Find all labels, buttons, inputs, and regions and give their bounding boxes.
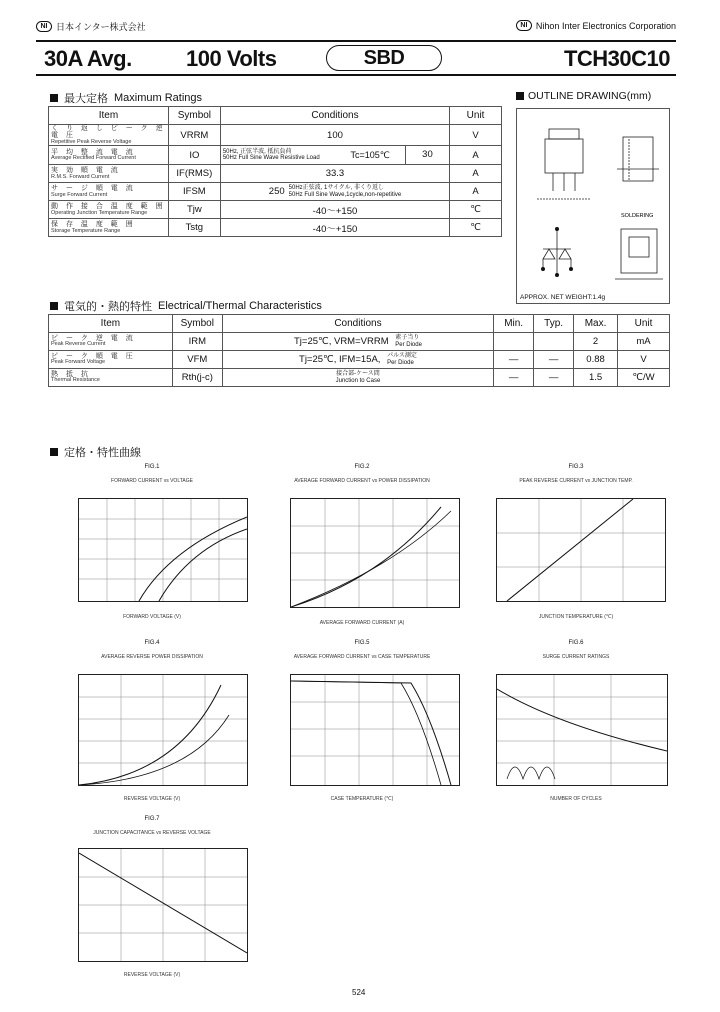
item-jp: く り 返 し ピ ー ク 逆 電 圧 <box>51 125 166 140</box>
fig-plot <box>496 498 666 602</box>
fig-xlabel: REVERSE VOLTAGE (V) <box>123 796 181 802</box>
cond-note-en: Per Diode <box>395 341 422 348</box>
section-title-en: Maximum Ratings <box>114 92 203 104</box>
page-number: 524 <box>352 988 366 997</box>
current-rating: 30A Avg. <box>44 46 132 71</box>
cond-val: 30 <box>405 146 449 164</box>
fig-xlabel: FORWARD VOLTAGE (V) <box>123 614 181 620</box>
outline-title <box>516 90 651 102</box>
fig-plot <box>496 674 668 786</box>
cond-text: Tj=25℃, VRM=VRRM <box>294 336 389 348</box>
marking-label: SOLDERING <box>621 213 654 219</box>
item-jp: サ ー ジ 順 電 流 <box>51 185 136 193</box>
device-type-badge: SBD <box>326 45 442 71</box>
min-cell: — <box>494 351 534 369</box>
symbol-cell: IO <box>168 146 220 165</box>
max-cell: 2 <box>574 333 618 351</box>
net-weight: APPROX. NET WEIGHT:1.4g <box>520 294 606 301</box>
fig-xlabel: JUNCTION TEMPERATURE (℃) <box>538 614 614 620</box>
item-en: Peak Forward Voltage <box>51 359 106 366</box>
table-header-row <box>49 315 670 333</box>
fig-6 <box>476 640 676 810</box>
table-row <box>49 333 670 351</box>
fig-3 <box>476 464 676 634</box>
min-cell: — <box>494 369 534 387</box>
fig-xlabel: REVERSE VOLTAGE (V) <box>123 972 181 978</box>
symbol-cell: VRRM <box>168 125 220 146</box>
header-cell: Typ. <box>534 315 574 333</box>
max-ratings-table <box>48 106 502 237</box>
elec-table <box>48 314 670 387</box>
fig-plot <box>78 498 248 602</box>
symbol-cell: IFSM <box>168 183 220 201</box>
grid-svg <box>291 675 459 785</box>
bullet-icon <box>50 302 58 310</box>
elec-title <box>50 298 322 314</box>
ni-logo-icon: NI <box>36 21 52 32</box>
table-row <box>49 183 502 201</box>
table-row <box>49 351 670 369</box>
item-en: Thermal Resistance <box>51 377 100 384</box>
fig-label: FIG.4 <box>144 640 160 646</box>
item-en: Surge Forward Current <box>51 191 108 198</box>
fig-label: FIG.6 <box>568 640 584 646</box>
item-jp: 保 存 温 度 範 囲 <box>51 221 136 229</box>
grid-svg <box>497 499 665 601</box>
fig-label: FIG.1 <box>144 464 160 470</box>
header-cell: Min. <box>494 315 534 333</box>
fig-title: AVERAGE FORWARD CURRENT vs POWER DISSIPATION <box>294 478 430 484</box>
item-en: Operating Junction Temperature Range <box>51 209 148 216</box>
fig-xlabel: CASE TEMPERATURE (℃) <box>330 796 394 802</box>
fig-label: FIG.3 <box>568 464 584 470</box>
table-row <box>49 219 502 237</box>
symbol-cell: Tstg <box>168 219 220 237</box>
grid-svg <box>291 499 459 607</box>
table-row <box>49 165 502 183</box>
unit-cell: ℃ <box>450 201 502 219</box>
item-jp: ピ ー ク 順 電 圧 <box>51 352 136 360</box>
company-logo-left <box>36 20 146 33</box>
item-jp: 動 作 接 合 温 度 範 囲 <box>51 203 166 211</box>
item-en: Repetitive Peak Reverse Voltage <box>51 138 132 145</box>
fig-label: FIG.7 <box>144 816 160 822</box>
item-en: Peak Reverse Current <box>51 341 106 348</box>
condition-cell <box>222 351 493 369</box>
cond-note-jp: 素子当り <box>395 334 420 341</box>
max-cell: 0.88 <box>574 351 618 369</box>
condition-cell: 33.3 <box>220 165 449 183</box>
header-cell: Unit <box>450 107 502 125</box>
grid-svg <box>79 499 247 601</box>
section-title-jp: 電気的・熱的特性 <box>64 301 152 313</box>
header-cell: Max. <box>574 315 618 333</box>
fig-xlabel: AVERAGE FORWARD CURRENT (A) <box>319 620 405 626</box>
fig-label: FIG.5 <box>354 640 370 646</box>
title-bar <box>36 40 676 76</box>
fig-1 <box>52 464 252 634</box>
header-cell: Item <box>49 315 173 333</box>
header-cell: Item <box>49 107 169 125</box>
fig-5 <box>262 640 462 810</box>
grid-svg <box>79 675 247 785</box>
fig-plot <box>78 848 248 962</box>
unit-cell: A <box>450 183 502 201</box>
header-cell: Unit <box>618 315 670 333</box>
cond-jp: 50Hz, 正弦半波, 抵抗負荷 <box>222 148 292 155</box>
table-row <box>49 146 502 165</box>
cond-text: 接合部-ケース間 <box>336 370 380 377</box>
table-row <box>49 125 502 146</box>
item-jp: 熱 抵 抗 <box>51 370 91 378</box>
cond-en: 50Hz Full Sine Wave Resistive Load <box>222 155 320 162</box>
unit-cell: ℃ <box>450 219 502 237</box>
condition-cell: -40～+150 <box>220 201 449 219</box>
section-title-jp: 最大定格 <box>64 93 108 105</box>
cond-note-jp: パルス測定 <box>387 352 417 359</box>
outline-title-text: OUTLINE DRAWING(mm) <box>528 90 652 102</box>
cond-note-en: Junction to Case <box>335 377 381 384</box>
typ-cell <box>534 333 574 351</box>
bullet-icon <box>50 94 58 102</box>
outline-drawing <box>516 108 670 304</box>
fig-xlabel: NUMBER OF CYCLES <box>550 796 602 802</box>
top-header <box>36 20 676 38</box>
section-title-jp: 定格・特性曲線 <box>64 447 141 459</box>
unit-cell: A <box>450 146 502 165</box>
cond-tc: Tc=105℃ <box>350 149 390 160</box>
fig-7 <box>52 816 252 986</box>
package-outline-icon <box>517 109 671 305</box>
min-cell <box>494 333 534 351</box>
fig-title: AVERAGE REVERSE POWER DISSIPATION <box>101 654 203 660</box>
grid-svg <box>497 675 667 785</box>
unit-cell: mA <box>618 333 670 351</box>
company-name-jp: 日本インター株式会社 <box>56 22 146 32</box>
symbol-cell: Rth(j-c) <box>172 369 222 387</box>
bullet-icon <box>516 92 524 100</box>
fig-title: JUNCTION CAPACITANCE vs REVERSE VOLTAGE <box>93 830 211 836</box>
fig-label: FIG.2 <box>354 464 370 470</box>
condition-cell <box>222 369 493 387</box>
unit-cell: A <box>450 165 502 183</box>
symbol-cell: VFM <box>172 351 222 369</box>
header-cell: Symbol <box>168 107 220 125</box>
fig-title: SURGE CURRENT RATINGS <box>542 654 610 660</box>
unit-cell: V <box>450 125 502 146</box>
typ-cell: — <box>534 369 574 387</box>
condition-cell <box>220 183 449 201</box>
cond-jp: 50Hz正弦波, 1サイクル, 非くり返し <box>288 185 384 192</box>
company-logo-right <box>516 20 676 31</box>
fig-title: PEAK REVERSE CURRENT vs JUNCTION TEMP. <box>519 478 633 484</box>
fig-title: FORWARD CURRENT vs VOLTAGE <box>111 478 193 484</box>
fig-title: AVERAGE FORWARD CURRENT vs CASE TEMPERATURE <box>293 654 431 660</box>
unit-cell: V <box>618 351 670 369</box>
fig-plot <box>290 498 460 608</box>
cond-en: 50Hz Full Sine Wave,1cycle,non-repetitive <box>288 191 402 198</box>
unit-cell: ℃/W <box>618 369 670 387</box>
symbol-cell: Tjw <box>168 201 220 219</box>
table-row <box>49 369 670 387</box>
section-title-en: Electrical/Thermal Characteristics <box>158 300 322 312</box>
table-row <box>49 201 502 219</box>
typ-cell: — <box>534 351 574 369</box>
max-ratings-title <box>50 90 202 106</box>
voltage-rating: 100 Volts <box>186 46 277 71</box>
cond-val: 250 <box>268 186 285 198</box>
company-name-en: Nihon Inter Electronics Corporation <box>535 20 676 31</box>
header-cell: Conditions <box>222 315 493 333</box>
condition-cell <box>222 333 493 351</box>
fig-4 <box>52 640 252 810</box>
item-jp: 平 均 整 流 電 流 <box>51 148 136 156</box>
symbol-cell: IF(RMS) <box>168 165 220 183</box>
item-en: Storage Temperature Range <box>51 227 121 234</box>
condition-cell: 100 <box>220 125 449 146</box>
condition-cell: -40～+150 <box>220 219 449 237</box>
fig-2 <box>262 464 462 634</box>
item-jp: 実 効 順 電 流 <box>51 167 121 175</box>
bullet-icon <box>50 448 58 456</box>
condition-cell <box>220 146 449 165</box>
item-jp: ピ ー ク 逆 電 流 <box>51 334 136 342</box>
header-cell: Conditions <box>220 107 449 125</box>
grid-svg <box>79 849 247 961</box>
header-cell: Symbol <box>172 315 222 333</box>
cond-note-en: Per Diode <box>387 359 414 366</box>
fig-plot <box>290 674 460 786</box>
ni-logo-icon: NI <box>516 20 532 31</box>
fig-plot <box>78 674 248 786</box>
symbol-cell: IRM <box>172 333 222 351</box>
item-en: Average Rectified Forward Current <box>51 155 136 162</box>
item-en: R.M.S. Forward Current <box>51 173 110 180</box>
max-cell: 1.5 <box>574 369 618 387</box>
table-header-row <box>49 107 502 125</box>
part-number: TCH30C10 <box>563 46 670 71</box>
cond-text: Tj=25℃, IFM=15A, <box>299 354 381 366</box>
curves-title <box>50 444 141 460</box>
